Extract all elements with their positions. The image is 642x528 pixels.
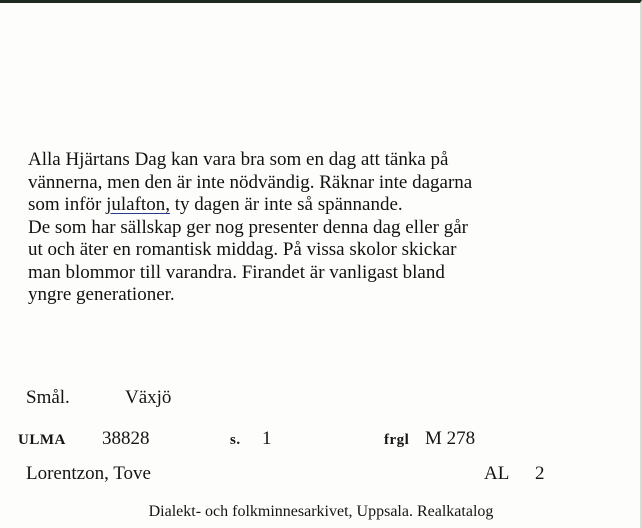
- record-text: [28, 149, 618, 307]
- text-line-1: Alla Hjärtans Dag kan vara bra som en dag att tänka på: [28, 149, 449, 170]
- archive-code-number: 38828: [102, 428, 150, 449]
- text-line-6: man blommor till varandra. Firandet är vanligast bland: [28, 261, 445, 283]
- class-code: AL: [484, 463, 510, 484]
- parish: Växjö: [125, 387, 172, 408]
- page-number: 1: [262, 428, 272, 449]
- text-line-3-start: som inför: [28, 194, 107, 215]
- text-line-5: ut och äter en romantisk middag. På vissa skolor skickar: [28, 239, 457, 260]
- text-line-2: vännerna, men den är inte nödvändig. Räknar inte dagarna: [28, 171, 473, 193]
- text-line-3: [28, 194, 618, 217]
- question-label: frgl: [384, 432, 410, 448]
- question-number: M 278: [425, 428, 476, 449]
- underlined-word: julafton,: [106, 194, 170, 215]
- text-line-7: yngre generationer.: [28, 284, 175, 305]
- class-number: 2: [535, 463, 545, 484]
- province: Smål.: [26, 387, 70, 408]
- page-label: s.: [230, 432, 241, 448]
- informant-name: Lorentzon, Tove: [26, 463, 151, 484]
- text-line-3-end: ty dagen är inte så spännande.: [169, 194, 403, 215]
- archive-code-label: ULMA: [18, 432, 66, 448]
- footer-institution: Dialekt- och folkminnesarkivet, Uppsala. Realkatalog: [148, 503, 494, 520]
- text-line-4: De som har sällskap ger nog presenter denna dag eller går: [28, 216, 468, 238]
